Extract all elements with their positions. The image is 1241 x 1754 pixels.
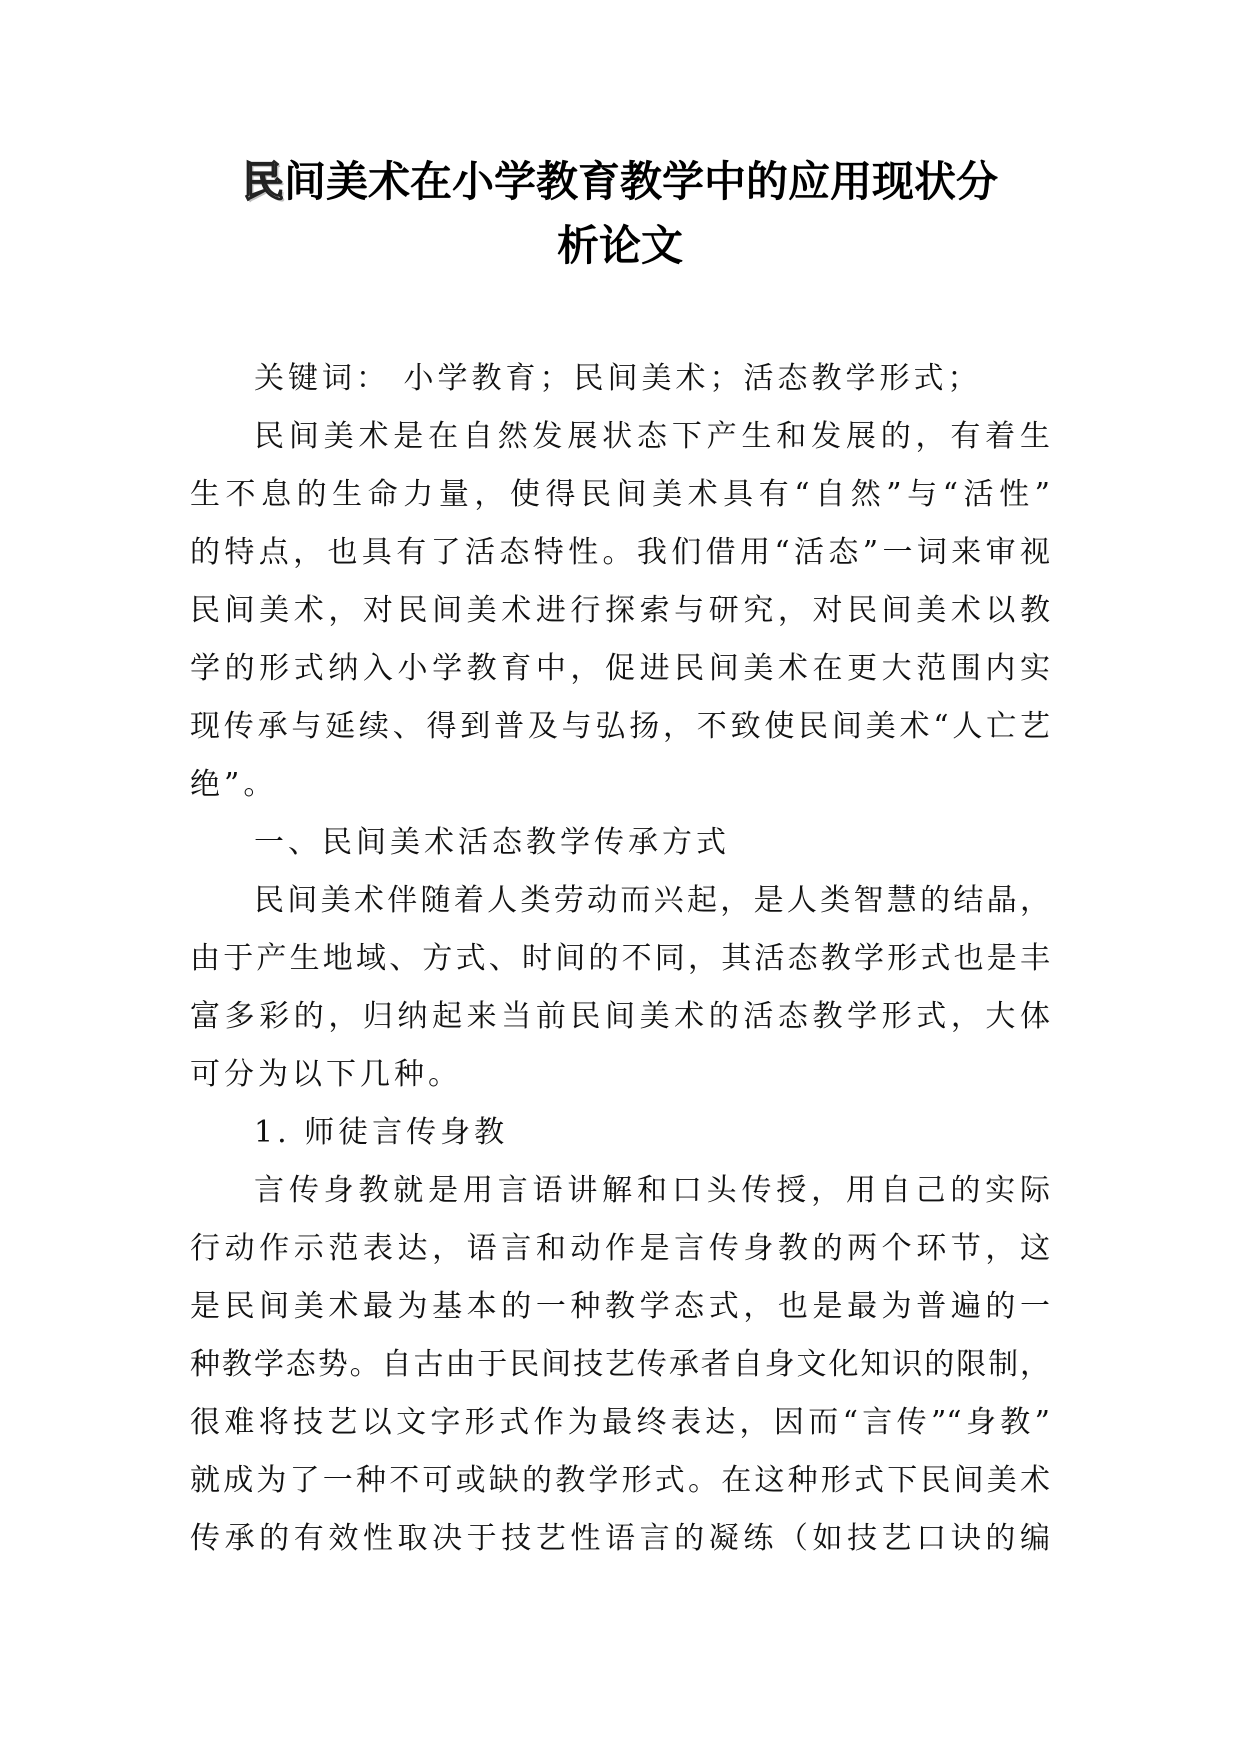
paragraph-line: 生不息的生命力量，使得民间美术具有“自然”与“活性” (190, 477, 1050, 512)
paragraph-line: 民间美术伴随着人类劳动而兴起，是人类智慧的结晶， (254, 883, 1050, 918)
paragraph-line: 现传承与延续、得到普及与弘扬，不致使民间美术“人亡艺 (190, 709, 1050, 744)
paragraph-line: 绝”。 (190, 767, 278, 802)
paragraph-line: 行动作示范表达，语言和动作是言传身教的两个环节，这 (190, 1231, 1050, 1266)
section-heading: 一、民间美术活态教学传承方式 (254, 825, 730, 860)
document-body (190, 350, 1050, 1568)
paragraph-line: 很难将技艺以文字形式作为最终表达，因而“言传”“身教” (190, 1405, 1050, 1440)
paragraph-line: 民间美术，对民间美术进行探索与研究，对民间美术以教 (190, 593, 1050, 628)
paragraph-line: 传承的有效性取决于技艺性语言的凝练（如技艺口诀的编 (190, 1521, 1050, 1556)
title-line-1-rest: 间美术在小学教育教学中的应用现状分 (284, 157, 999, 206)
title-line-1 (160, 150, 1080, 214)
keywords-line: 关键词： 小学教育；民间美术；活态教学形式； (254, 361, 982, 396)
paragraph-3 (190, 1162, 1050, 1568)
paragraph-line: 言传身教就是用言语讲解和口头传授，用自己的实际 (254, 1173, 1050, 1208)
paragraph-line: 由于产生地域、方式、时间的不同，其活态教学形式也是丰 (190, 941, 1050, 976)
paragraph-line: 可分为以下几种。 (190, 1057, 462, 1092)
paragraph-line: 种教学态势。自古由于民间技艺传承者自身文化知识的限制， (190, 1347, 1050, 1382)
paragraph-line: 就成为了一种不可或缺的教学形式。在这种形式下民间美术 (190, 1463, 1050, 1498)
document-title (160, 150, 1080, 278)
subsection-heading: 1. 师徒言传身教 (254, 1115, 509, 1150)
paragraph-line: 民间美术是在自然发展状态下产生和发展的，有着生 (254, 419, 1050, 454)
title-line-2: 析论文 (556, 221, 683, 270)
title-first-character: 民 (241, 157, 284, 206)
paragraph-line: 是民间美术最为基本的一种教学态式，也是最为普遍的一 (190, 1289, 1050, 1324)
paragraph-2 (190, 872, 1050, 1104)
paragraph-line: 学的形式纳入小学教育中，促进民间美术在更大范围内实 (190, 651, 1050, 686)
paragraph-line: 富多彩的，归纳起来当前民间美术的活态教学形式，大体 (190, 999, 1050, 1034)
paragraph-1 (190, 408, 1050, 814)
paragraph-line: 的特点，也具有了活态特性。我们借用“活态”一词来审视 (190, 535, 1050, 570)
